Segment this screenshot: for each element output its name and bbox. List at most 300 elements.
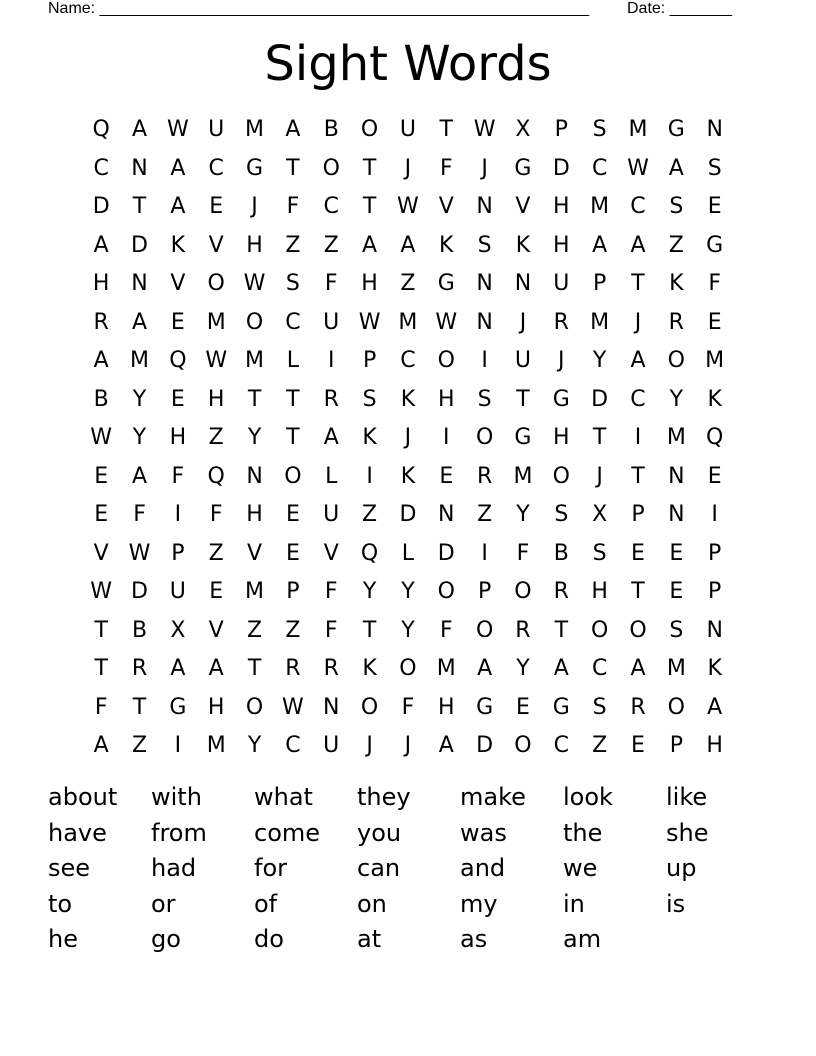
grid-letter[interactable]: C [208, 155, 224, 181]
grid-letter[interactable]: E [707, 309, 722, 335]
grid-letter[interactable]: K [439, 232, 454, 258]
grid-letter[interactable]: G [246, 155, 264, 181]
grid-letter[interactable]: Y [132, 386, 147, 412]
grid-letter[interactable]: H [706, 733, 723, 758]
grid-letter[interactable]: F [324, 271, 338, 296]
grid-letter[interactable]: A [630, 232, 646, 258]
grid-letter[interactable]: R [668, 309, 684, 335]
grid-letter[interactable]: O [245, 694, 264, 720]
grid-letter[interactable]: Y [669, 386, 684, 412]
grid-letter[interactable]: H [169, 425, 187, 450]
grid-letter[interactable]: N [438, 502, 455, 527]
grid-letter[interactable]: N [668, 463, 685, 489]
grid-letter[interactable]: A [553, 656, 569, 681]
grid-letter[interactable]: P [708, 540, 722, 566]
grid-letter[interactable]: E [170, 309, 185, 335]
grid-letter[interactable]: O [667, 348, 685, 373]
grid-letter[interactable]: P [593, 271, 607, 296]
grid-letter[interactable]: I [174, 733, 182, 758]
grid-letter[interactable]: E [209, 194, 224, 219]
grid-letter[interactable]: J [558, 348, 565, 373]
grid-letter[interactable]: Z [400, 271, 416, 296]
grid-letter[interactable]: T [631, 463, 645, 489]
grid-letter[interactable]: G [169, 694, 187, 720]
grid-letter[interactable]: O [475, 617, 494, 643]
grid-letter[interactable]: K [707, 386, 722, 412]
grid-row [82, 265, 734, 304]
grid-letter[interactable]: J [404, 733, 412, 758]
grid-letter[interactable]: E [707, 463, 722, 489]
grid-letter[interactable]: M [590, 309, 610, 335]
grid-letter[interactable]: A [93, 348, 109, 373]
grid-letter[interactable]: N [476, 271, 493, 296]
grid-letter[interactable]: M [666, 656, 686, 681]
grid-letter[interactable]: V [208, 617, 224, 643]
grid-letter[interactable]: O [475, 425, 494, 450]
grid-letter[interactable]: N [476, 194, 493, 219]
grid-letter[interactable]: D [131, 579, 148, 604]
grid-letter[interactable]: R [515, 617, 531, 643]
grid-letter[interactable]: T [592, 425, 607, 450]
grid-letter[interactable]: E [94, 463, 109, 489]
grid-letter[interactable]: O [514, 579, 532, 604]
grid-letter[interactable]: V [208, 232, 224, 258]
grid-letter[interactable]: Q [92, 117, 110, 142]
grid-letter[interactable]: J [404, 425, 412, 450]
grid-letter[interactable]: R [93, 309, 109, 335]
grid-letter[interactable]: C [630, 386, 646, 412]
grid-letter[interactable]: L [325, 463, 338, 489]
grid-letter[interactable]: E [707, 194, 722, 219]
grid-letter[interactable]: D [476, 733, 494, 758]
grid-letter[interactable]: O [514, 733, 532, 758]
grid-letter[interactable]: M [245, 117, 265, 142]
grid-letter[interactable]: V [93, 540, 109, 566]
grid-letter[interactable]: F [171, 463, 185, 489]
grid-letter[interactable]: N [706, 117, 723, 142]
grid-letter[interactable]: S [477, 386, 492, 412]
grid-letter[interactable]: Z [285, 617, 301, 643]
word-list-item: in [563, 889, 585, 918]
grid-letter[interactable]: E [439, 463, 454, 489]
grid-letter[interactable]: X [170, 617, 186, 643]
grid-letter[interactable]: U [323, 502, 340, 527]
grid-letter[interactable]: A [707, 694, 723, 720]
grid-letter[interactable]: I [634, 425, 642, 450]
grid-letter[interactable]: J [404, 155, 412, 181]
grid-letter[interactable]: K [170, 232, 186, 258]
grid-letter[interactable]: P [554, 117, 568, 142]
grid-letter[interactable]: T [286, 386, 300, 412]
grid-letter[interactable]: M [436, 656, 456, 681]
name-field: Name: _______________________________________________________ [48, 0, 589, 17]
grid-letter[interactable]: K [707, 656, 722, 681]
grid-letter[interactable]: T [94, 617, 108, 643]
grid-letter[interactable]: U [514, 348, 531, 373]
grid-letter[interactable]: I [174, 502, 182, 527]
grid-letter[interactable]: C [591, 155, 608, 181]
grid-letter[interactable]: Y [362, 579, 377, 604]
grid-letter[interactable]: E [285, 540, 300, 566]
grid-letter[interactable]: A [592, 232, 608, 258]
grid-letter[interactable]: O [284, 463, 302, 489]
grid-letter[interactable]: M [245, 579, 265, 604]
grid-letter[interactable]: I [481, 540, 488, 566]
grid-letter[interactable]: M [628, 117, 648, 142]
grid-letter[interactable]: Y [592, 348, 607, 373]
grid-letter[interactable]: C [285, 733, 301, 758]
grid-letter[interactable]: H [92, 271, 110, 296]
grid-letter[interactable]: T [247, 656, 262, 681]
grid-letter[interactable]: F [516, 540, 530, 566]
grid-letter[interactable]: S [362, 386, 377, 412]
grid-letter[interactable]: F [439, 617, 453, 643]
grid-letter[interactable]: N [476, 309, 493, 335]
grid-row [82, 535, 734, 574]
grid-letter[interactable]: Y [401, 579, 415, 604]
grid-letter[interactable]: A [131, 117, 148, 142]
grid-letter[interactable]: G [552, 694, 570, 720]
grid-letter[interactable]: K [669, 271, 684, 296]
grid-letter[interactable]: J [519, 309, 527, 335]
word-list-item: to [48, 889, 73, 918]
grid-letter[interactable]: M [206, 309, 226, 335]
grid-letter[interactable]: Z [208, 540, 224, 566]
grid-letter[interactable]: G [706, 232, 724, 258]
grid-row [82, 573, 734, 612]
grid-letter[interactable]: W [243, 271, 266, 296]
grid-letter[interactable]: G [552, 386, 570, 412]
grid-letter[interactable]: T [516, 386, 530, 412]
grid-letter[interactable]: U [323, 309, 340, 335]
grid-letter[interactable]: D [131, 232, 148, 258]
grid-letter[interactable]: U [208, 117, 225, 142]
word-list-item: what [254, 783, 313, 811]
grid-letter[interactable]: I [711, 502, 718, 527]
grid-letter[interactable]: R [476, 463, 493, 489]
grid-letter[interactable]: E [170, 386, 185, 412]
grid-letter[interactable]: R [630, 694, 646, 720]
grid-letter[interactable]: H [437, 386, 455, 412]
grid-letter[interactable]: W [627, 155, 649, 181]
grid-letter[interactable]: Z [477, 502, 493, 527]
grid-letter[interactable]: K [362, 425, 377, 450]
grid-letter[interactable]: E [94, 502, 109, 527]
grid-letter[interactable]: T [631, 271, 645, 296]
grid-letter[interactable]: A [362, 232, 378, 258]
grid-letter[interactable]: P [477, 579, 492, 604]
grid-letter[interactable]: W [205, 348, 228, 373]
grid-letter[interactable]: J [634, 309, 642, 335]
grid-letter[interactable]: W [128, 540, 151, 566]
grid-letter[interactable]: M [513, 463, 533, 489]
grid-letter[interactable]: V [438, 194, 454, 219]
grid-letter[interactable]: B [93, 386, 109, 412]
grid-letter[interactable]: Y [132, 425, 147, 450]
grid-letter[interactable]: S [554, 502, 569, 527]
grid-letter[interactable]: O [322, 155, 340, 181]
grid-letter[interactable]: O [629, 617, 647, 643]
grid-letter[interactable]: G [667, 117, 685, 142]
grid-letter[interactable]: A [93, 733, 109, 758]
grid-letter[interactable]: T [132, 694, 147, 720]
word-list-item: of [254, 889, 278, 918]
grid-letter[interactable]: Q [706, 425, 724, 450]
grid-letter[interactable]: I [327, 348, 335, 373]
grid-letter[interactable]: E [669, 579, 684, 604]
grid-letter[interactable]: T [286, 425, 300, 450]
grid-letter[interactable]: U [399, 117, 416, 142]
grid-letter[interactable]: T [554, 617, 569, 643]
grid-letter[interactable]: N [514, 271, 532, 296]
grid-letter[interactable]: F [324, 617, 338, 643]
grid-letter[interactable]: A [400, 232, 416, 258]
grid-letter[interactable]: W [435, 309, 458, 335]
grid-letter[interactable]: T [94, 656, 108, 681]
grid-letter[interactable]: P [708, 579, 722, 604]
grid-letter[interactable]: D [92, 194, 110, 219]
grid-letter[interactable]: Q [360, 540, 379, 566]
grid-letter[interactable]: T [247, 386, 262, 412]
grid-letter[interactable]: W [473, 117, 496, 142]
grid-letter[interactable]: L [401, 540, 415, 566]
grid-letter[interactable]: H [553, 194, 570, 219]
grid-letter[interactable]: A [131, 309, 148, 335]
grid-letter[interactable]: D [437, 540, 455, 566]
grid-letter[interactable]: W [166, 117, 189, 142]
grid-letter[interactable]: J [251, 194, 258, 219]
grid-letter[interactable]: F [401, 694, 415, 720]
grid-letter[interactable]: L [286, 348, 300, 373]
grid-letter[interactable]: P [171, 540, 185, 566]
grid-letter[interactable]: A [438, 733, 454, 758]
grid-letter[interactable]: C [553, 733, 569, 758]
grid-letter[interactable]: S [592, 694, 607, 720]
grid-letter[interactable]: M [705, 348, 725, 373]
grid-letter[interactable]: E [516, 694, 530, 720]
grid-letter[interactable]: D [399, 502, 417, 527]
grid-letter[interactable]: T [286, 155, 300, 181]
grid-letter[interactable]: Y [401, 617, 415, 643]
grid-letter[interactable]: V [247, 540, 263, 566]
grid-letter[interactable]: C [630, 194, 646, 219]
grid-letter[interactable]: F [708, 271, 721, 296]
grid-letter[interactable]: Z [323, 232, 339, 258]
grid-letter[interactable]: O [360, 117, 379, 142]
grid-letter[interactable]: R [553, 309, 569, 335]
grid-letter[interactable]: J [596, 463, 603, 489]
grid-letter[interactable]: E [631, 540, 645, 566]
grid-letter[interactable]: M [590, 194, 610, 219]
grid-letter[interactable]: A [170, 155, 186, 181]
grid-letter[interactable]: T [631, 579, 645, 604]
grid-letter[interactable]: M [666, 425, 686, 450]
grid-letter[interactable]: T [439, 117, 453, 142]
grid-letter[interactable]: M [206, 733, 226, 758]
grid-letter[interactable]: B [131, 617, 148, 643]
grid-letter[interactable]: K [362, 656, 377, 681]
grid-letter[interactable]: A [93, 232, 109, 258]
grid-letter[interactable]: G [514, 425, 532, 450]
grid-letter[interactable]: Z [131, 733, 148, 758]
grid-letter[interactable]: K [400, 463, 416, 489]
grid-letter[interactable]: S [477, 232, 492, 258]
grid-letter[interactable]: O [437, 348, 455, 373]
grid-letter[interactable]: A [285, 117, 301, 142]
grid-letter[interactable]: R [323, 386, 339, 412]
grid-letter[interactable]: R [323, 656, 339, 681]
grid-letter[interactable]: A [630, 656, 646, 681]
grid-letter[interactable]: H [591, 579, 608, 604]
grid-letter[interactable]: R [131, 656, 148, 681]
grid-letter[interactable]: A [131, 463, 148, 489]
grid-letter[interactable]: P [362, 348, 377, 373]
grid-letter[interactable]: I [366, 463, 373, 489]
grid-letter[interactable]: J [481, 155, 488, 181]
grid-letter[interactable]: W [282, 694, 304, 720]
grid-letter[interactable]: M [130, 348, 149, 373]
grid-letter[interactable]: C [400, 348, 416, 373]
grid-letter[interactable]: Y [516, 656, 530, 681]
grid-letter[interactable]: N [323, 694, 340, 720]
grid-letter[interactable]: A [668, 155, 684, 181]
grid-letter[interactable]: F [94, 694, 108, 720]
grid-letter[interactable]: A [323, 425, 339, 450]
grid-letter[interactable]: O [437, 579, 455, 604]
grid-letter[interactable]: N [131, 155, 148, 181]
grid-letter[interactable]: C [285, 309, 301, 335]
grid-letter[interactable]: Z [247, 617, 263, 643]
grid-letter[interactable]: O [207, 271, 225, 296]
grid-letter[interactable]: Z [668, 232, 684, 258]
grid-letter[interactable]: O [667, 694, 685, 720]
grid-letter[interactable]: A [477, 656, 493, 681]
grid-letter[interactable]: T [362, 155, 377, 181]
grid-letter[interactable]: Z [362, 502, 378, 527]
grid-letter[interactable]: H [437, 694, 455, 720]
grid-letter[interactable]: N [706, 617, 723, 643]
grid-letter[interactable]: S [669, 194, 684, 219]
grid-letter[interactable]: B [553, 540, 569, 566]
grid-letter[interactable]: P [631, 502, 645, 527]
grid-letter[interactable]: Y [247, 733, 262, 758]
grid-letter[interactable]: C [323, 194, 339, 219]
grid-letter[interactable]: A [170, 194, 186, 219]
grid-letter[interactable]: X [592, 502, 608, 527]
grid-letter[interactable]: M [245, 348, 265, 373]
grid-letter[interactable]: H [207, 694, 225, 720]
grid-letter[interactable]: S [285, 271, 300, 296]
grid-letter[interactable]: H [553, 425, 570, 450]
word-list [48, 780, 768, 958]
grid-letter[interactable]: J [366, 733, 373, 758]
grid-letter[interactable]: W [397, 194, 419, 219]
grid-letter[interactable]: F [286, 194, 300, 219]
grid-letter[interactable]: G [437, 271, 455, 296]
grid-letter[interactable]: P [286, 579, 300, 604]
grid-letter[interactable]: S [592, 540, 607, 566]
grid-letter[interactable]: Z [592, 733, 608, 758]
grid-letter[interactable]: A [208, 656, 224, 681]
grid-letter[interactable]: V [323, 540, 339, 566]
grid-letter[interactable]: F [439, 155, 453, 181]
grid-letter[interactable]: W [90, 425, 113, 450]
grid-letter[interactable]: G [514, 155, 532, 181]
grid-letter[interactable]: W [358, 309, 381, 335]
grid-letter[interactable]: O [245, 309, 264, 335]
grid-letter[interactable]: R [285, 656, 301, 681]
grid-letter[interactable]: I [481, 348, 488, 373]
grid-letter[interactable]: E [209, 579, 224, 604]
grid-letter[interactable]: R [553, 579, 569, 604]
grid-letter[interactable]: V [515, 194, 531, 219]
grid-letter[interactable]: N [131, 271, 148, 296]
grid-letter[interactable]: H [553, 232, 570, 258]
grid-letter[interactable]: G [476, 694, 494, 720]
grid-letter[interactable]: O [399, 656, 417, 681]
grid-letter[interactable]: T [132, 194, 147, 219]
grid-letter[interactable]: E [631, 733, 645, 758]
grid-letter[interactable]: U [169, 579, 186, 604]
grid-letter[interactable]: K [515, 232, 531, 258]
grid-letter[interactable]: D [591, 386, 609, 412]
grid-row [82, 342, 734, 381]
grid-letter[interactable]: Q [207, 463, 225, 489]
grid-letter[interactable]: U [553, 271, 570, 296]
grid-letter[interactable]: U [323, 733, 340, 758]
grid-letter[interactable]: Z [285, 232, 301, 258]
grid-letter[interactable]: F [209, 502, 223, 527]
grid-letter[interactable]: H [246, 232, 263, 258]
grid-letter[interactable]: N [668, 502, 685, 527]
grid-letter[interactable]: F [133, 502, 146, 527]
grid-letter[interactable]: O [360, 694, 379, 720]
grid-letter[interactable]: S [707, 155, 722, 181]
word-list-item: have [48, 818, 107, 847]
grid-letter[interactable]: O [590, 617, 609, 643]
grid-letter[interactable]: E [669, 540, 684, 566]
grid-letter[interactable]: K [400, 386, 416, 412]
grid-letter[interactable]: H [207, 386, 225, 412]
grid-letter[interactable]: A [170, 656, 186, 681]
grid-letter[interactable]: C [591, 656, 608, 681]
grid-letter[interactable]: Q [169, 348, 187, 373]
grid-letter[interactable]: T [362, 194, 377, 219]
grid-letter[interactable]: H [361, 271, 378, 296]
grid-letter[interactable]: A [630, 348, 646, 373]
grid-letter[interactable]: Y [516, 502, 530, 527]
grid-letter[interactable]: O [552, 463, 570, 489]
grid-letter[interactable]: T [362, 617, 377, 643]
grid-letter[interactable]: Z [208, 425, 224, 450]
grid-letter[interactable]: B [323, 117, 339, 142]
grid-letter[interactable]: Y [247, 425, 262, 450]
grid-letter[interactable]: D [552, 155, 570, 181]
grid-letter[interactable]: M [398, 309, 418, 335]
grid-letter[interactable]: W [90, 579, 113, 604]
grid-letter[interactable]: E [285, 502, 300, 527]
grid-letter[interactable]: X [515, 117, 531, 142]
grid-letter[interactable]: I [443, 425, 450, 450]
grid-letter[interactable]: C [93, 155, 109, 181]
grid-letter[interactable]: N [246, 463, 263, 489]
grid-letter[interactable]: H [246, 502, 263, 527]
grid-letter[interactable]: S [669, 617, 684, 643]
grid-letter[interactable]: V [170, 271, 186, 296]
grid-letter[interactable]: F [324, 579, 338, 604]
grid-letter[interactable]: P [669, 733, 683, 758]
grid-letter[interactable]: S [592, 117, 607, 142]
